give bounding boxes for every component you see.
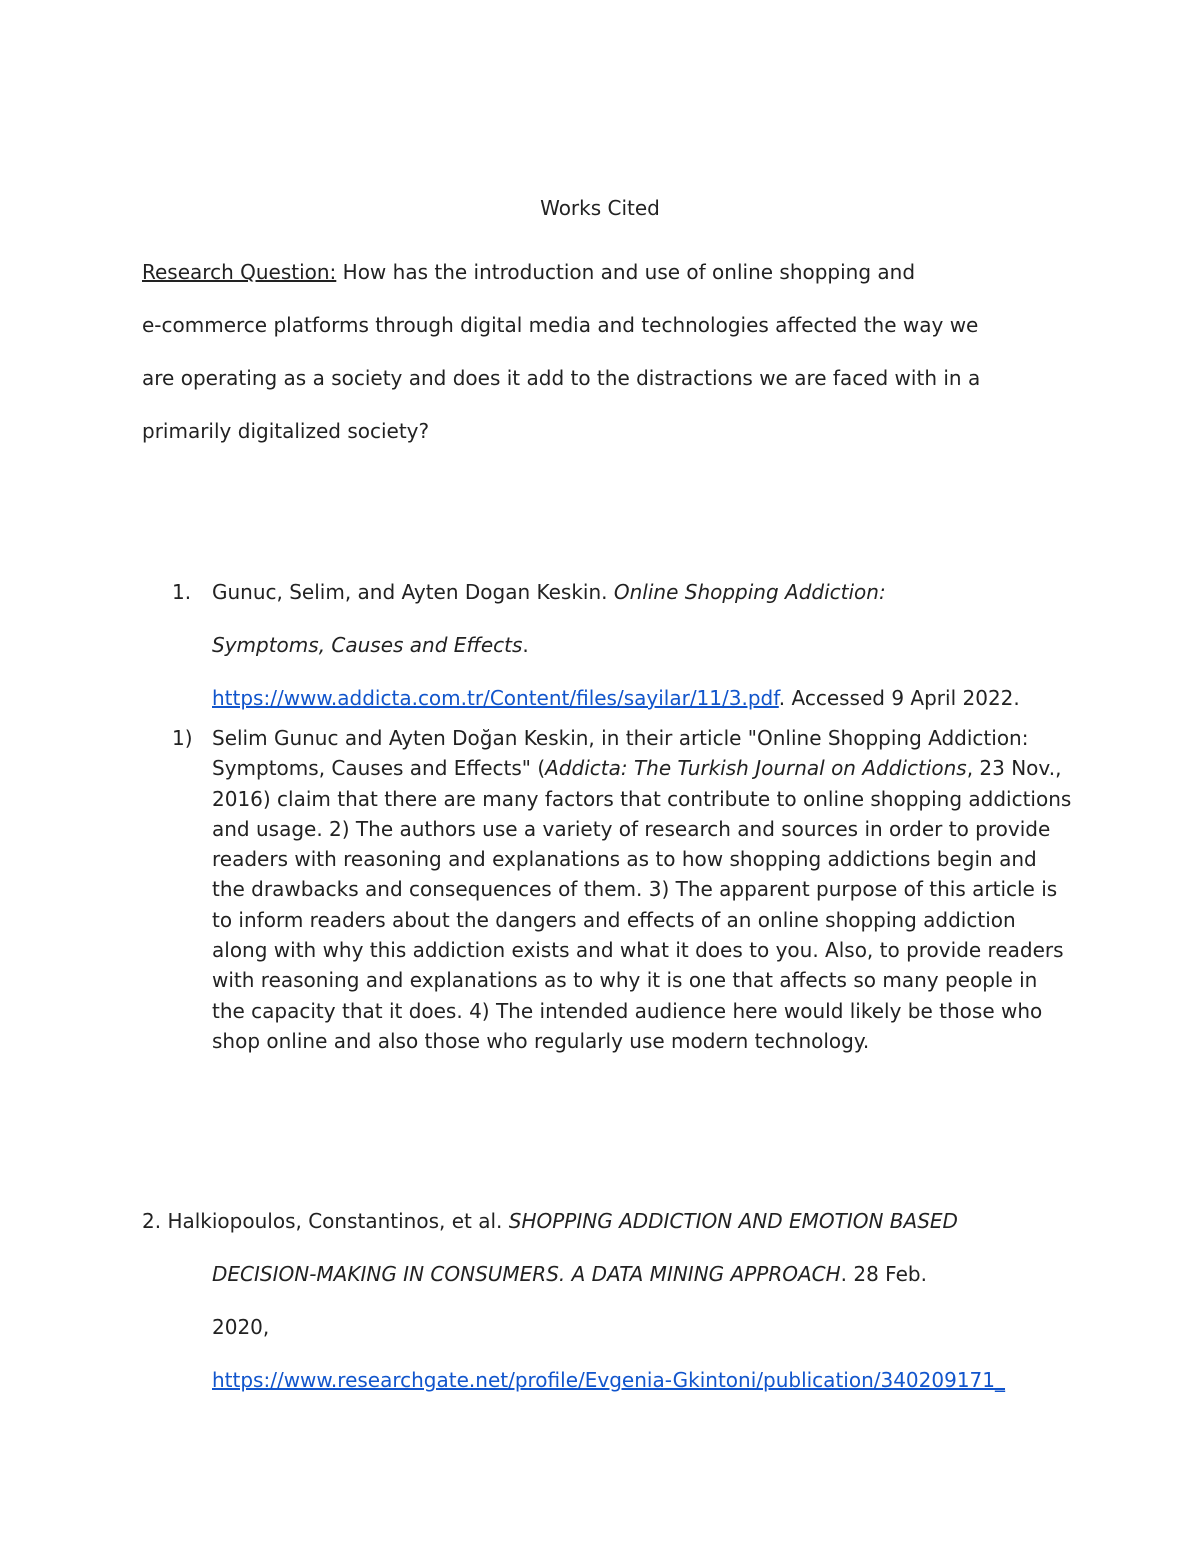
citation-punctuation: . xyxy=(522,633,529,657)
research-question-line: How has the introduction and use of online shopping and xyxy=(336,260,916,284)
citation-year: 2020, xyxy=(212,1315,270,1339)
citation-link[interactable]: https://www.researchgate.net/profile/Evgenia-Gkintoni/publication/340209171_ xyxy=(212,1368,1006,1392)
annotation-text: Selim Gunuc and Ayten Doğan Keskin, in their article "Online Shopping Addiction: Symptoms, Causes and Effects" ( xyxy=(212,726,1029,781)
citation-title: Symptoms, Causes and Effects xyxy=(212,633,523,657)
citation-title: DECISION-MAKING IN CONSUMERS. A DATA MINING APPROACH xyxy=(212,1262,841,1286)
citation-link[interactable]: https://www.addicta.com.tr/Content/files/sayilar/11/3.pdf xyxy=(212,686,779,710)
citation-authors: Gunuc, Selim, and Ayten Dogan Keskin. xyxy=(212,580,614,604)
citation-date: . 28 Feb. xyxy=(840,1262,927,1286)
annotation-number: 1) xyxy=(172,726,193,750)
research-question-line: primarily digitalized society? xyxy=(142,419,430,443)
research-question xyxy=(142,246,1062,458)
citation-title: Online Shopping Addiction: xyxy=(613,580,886,604)
annotation-text: , 23 Nov., 2016) claim that there are many factors that contribute to online shopping addictions and usage. 2) The authors use a variety of research and sources in order to provide readers with reasoning and explanations as to how shopping addictions begin and the drawbacks and consequences of them. 3) The apparent purpose of this article is to inform readers about the dangers and effects of an online shopping addiction along with why this addiction exists and what it does to you. Also, to provide readers with reasoning and explanations as to why it is one that affects so many people in the capacity that it does. 4) The intended audience here would likely be those who shop online and also those who regularly use modern technology. xyxy=(212,756,1072,1053)
citation-authors: 2. Halkiopoulos, Constantinos, et al. xyxy=(142,1209,509,1233)
research-question-line: e-commerce platforms through digital media and technologies affected the way we xyxy=(142,313,979,337)
research-question-line: are operating as a society and does it add to the distractions we are faced with in a xyxy=(142,366,981,390)
page-title: Works Cited xyxy=(540,196,660,220)
citation-accessed: . Accessed 9 April 2022. xyxy=(778,686,1020,710)
entry-number: 1. xyxy=(172,580,192,604)
annotation-paragraph xyxy=(212,723,1072,1056)
citation-entry-1 xyxy=(212,566,1092,725)
research-question-label: Research Question: xyxy=(142,260,337,284)
journal-title: Addicta: The Turkish Journal on Addictions xyxy=(545,756,967,781)
citation-entry-2 xyxy=(142,1195,1102,1407)
citation-title: SHOPPING ADDICTION AND EMOTION BASED xyxy=(508,1209,958,1233)
